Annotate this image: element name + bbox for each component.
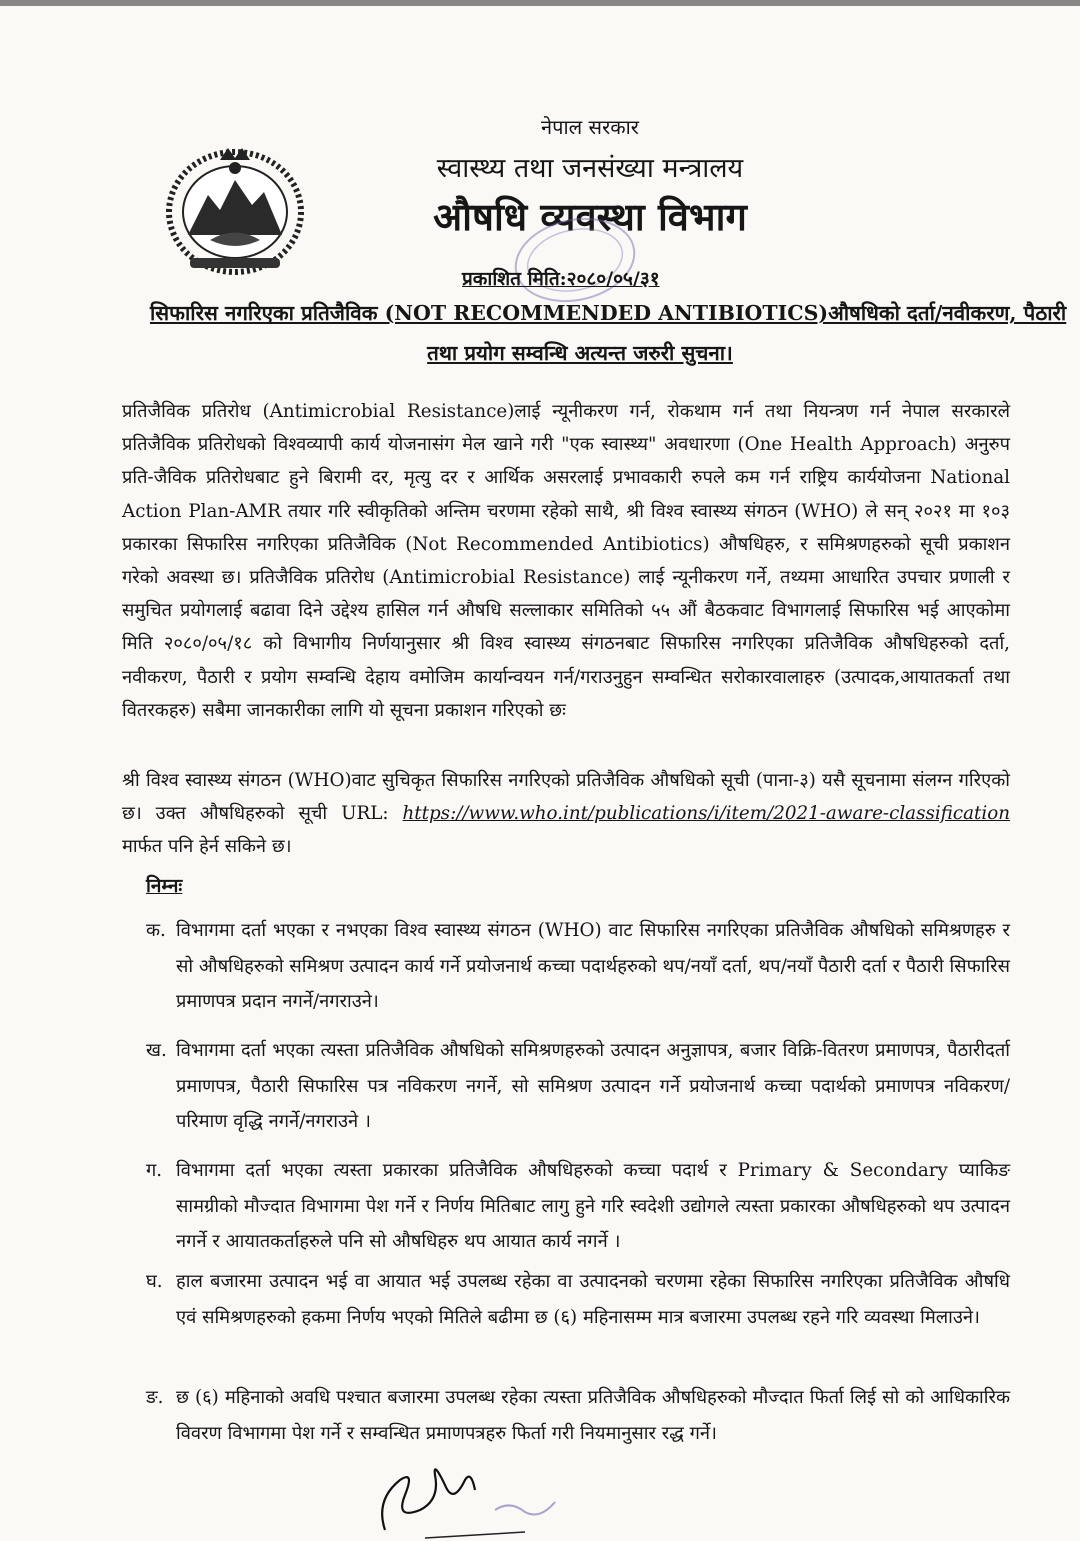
notice-subject-line-1: सिफारिस नगरिएका प्रतिजैविक (NOT RECOMMENDED ANTIBIOTICS)औषधिको दर्ता/नवीकरण, पैठारी [150,301,1067,325]
list-item-text: विभागमा दर्ता भएका त्यस्ता प्रकारका प्रतिजैविक औषधिहरुको कच्चा पदार्थ र Primary & Secondary प्याकिङ सामग्रीको मौज्दात विभागमा पेश गर्ने र निर्णय मितिबाट लागु हुने गरि स्वदेशी उद्योगले त्यस्ता प्रकारका औषधिहरुको थप उत्पादन नगर्ने र आयातकर्ताहरुले पनि सो औषधिहरु थप आयात कार्य नगर्ने । [176,1160,1010,1252]
nepal-government-emblem-icon [160,140,310,280]
list-item [146,1153,1010,1260]
list-item [146,913,1010,1020]
list-item-text: हाल बजारमा उत्पादन भई वा आयात भई उपलब्ध रहेका वा उत्पादनको चरणमा रहेका सिफारिस नगरिएका प्रतिजैविक औषधि एवं समिश्रणहरुको हकमा निर्णय भएको मितिले बढीमा छ (६) महिनासम्म मात्र बजारमा उपलब्ध रहने गरि व्यवस्था मिलाउने। [176,1271,1010,1328]
ministry-name: स्वास्थ्य तथा जनसंख्या मन्त्रालय [436,153,744,184]
who-list-text: श्री विश्व स्वास्थ्य संगठन (WHO)वाट सुचिकृत सिफारिस नगरिएको प्रतिजैविक औषधिको सूची (पाना-३) यसै सूचनामा संलग्न गरिएको छ। उक्त औषधिहरुको सूची URL: [122,770,1010,825]
who-list-paragraph [122,764,1010,864]
government-name: नेपाल सरकार [541,115,639,139]
list-item [146,1033,1010,1140]
list-item-marker: ख. [146,1040,167,1061]
who-list-text-end: मार्फत पनि हेर्न सकिने छ। [122,836,292,858]
scan-top-edge [0,0,1080,6]
notice-subject-line-2: तथा प्रयोग सम्वन्धि अत्यन्त जरुरी सुचना। [427,341,733,365]
list-item-text: छ (६) महिनाको अवधि पश्चात बजारमा उपलब्ध रहेका त्यस्ता प्रतिजैविक औषधिहरुको मौज्दात फिर्ता लिई सो को आधिकारिक विवरण विभागमा पेश गर्ने र सम्वन्धित प्रमाणपत्रहरु फिर्ता गरी नियमानुसार रद्ध गर्ने। [176,1387,1010,1444]
department-name: औषधि व्यवस्था विभाग [433,194,747,239]
list-item-marker: घ. [146,1271,163,1292]
list-item [146,1264,1010,1335]
list-item-text: विभागमा दर्ता भएका त्यस्ता प्रतिजैविक औषधिको समिश्रणहरुको उत्पादन अनुज्ञापत्र, बजार विक्रि-वितरण प्रमाणपत्र, पैठारीदर्ता प्रमाणपत्र, पैठारी सिफारिस पत्र नविकरण नगर्ने, सो समिश्रण उत्पादन गर्ने प्रयोजनार्थ कच्चा पदार्थको प्रमाणपत्र नविकरण/परिमाण वृद्धि नगर्ने/नगराउने । [176,1040,1010,1132]
intro-paragraph: प्रतिजैविक प्रतिरोध (Antimicrobial Resistance)लाई न्यूनीकरण गर्न, रोकथाम गर्न तथा नियन्त्रण गर्न नेपाल सरकारले प्रतिजैविक प्रतिरोधको विश्वव्यापी कार्य योजनासंग मेल खाने गरी "एक स्वास्थ्य" अवधारणा (One Health Approach) अनुरुप प्रति-जैविक प्रतिरोधबाट हुने बिरामी दर, मृत्यु दर र आर्थिक असरलाई प्रभावकारी रुपले कम गर्न राष्ट्रिय कार्ययोजना National Action Plan-AMR तयार गरि स्वीकृतिको अन्तिम चरणमा रहेको साथै, श्री विश्व स्वास्थ्य संगठन (WHO) ले सन् २०२१ मा १०३ प्रकारका सिफारिस नगरिएका प्रतिजैविक (Not Recommended Antibiotics) औषधिहरु, र समिश्रणहरुको सूची प्रकाशन गरेको अवस्था छ। प्रतिजैविक प्रतिरोध (Antimicrobial Resistance) लाई न्यूनीकरण गर्ने, तथ्यमा आधारित उपचार प्रणाली र समुचित प्रयोगलाई बढावा दिने उद्देश्य हासिल गर्न औषधि सल्लाकार समितिको ५५ औं बैठकवाट विभागलाई सिफारिस भई आएकोमा मिति २०८०/०५/१८ को विभागीय निर्णयानुसार श्री विश्व स्वास्थ्य संगठनबाट सिफारिस नगरिएका प्रतिजैविक औषधिहरुको दर्ता, नवीकरण, पैठारी र प्रयोग सम्वन्धि देहाय वमोजिम कार्यान्वयन गर्न/गराउनुहुन सम्वन्धित सरोकारवालाहरु (उत्पादक,आयातकर्ता तथा वितरकहरु) सबैमा जानकारीका लागि यो सूचना प्रकाशन गरिएको छः [122,401,1010,721]
published-date: प्रकाशित मिति:२०८०/०५/३१ [462,268,660,290]
list-item-marker: ङ. [146,1387,164,1408]
list-item-text: विभागमा दर्ता भएका र नभएका विश्व स्वास्थ्य संगठन (WHO) वाट सिफारिस नगरिएका प्रतिजैविक औषधिको समिश्रणहरु र सो औषधिहरुको समिश्रण उत्पादन कार्य गर्ने प्रयोजनार्थ कच्चा पदार्थहरुको थप/नयाँ दर्ता, थप/नयाँ पैठारी दर्ता र पैठारी सिफारिस प्रमाणपत्र प्रदान नगर्ने/नगराउने। [176,920,1010,1012]
list-item-marker: ग. [146,1160,163,1181]
list-heading: निम्नः [146,875,183,897]
who-aware-classification-link[interactable]: https://www.who.int/publications/i/item/2021-aware-classification [402,803,1010,825]
list-item-marker: क. [146,920,166,941]
handwritten-signature-icon [345,1440,585,1540]
